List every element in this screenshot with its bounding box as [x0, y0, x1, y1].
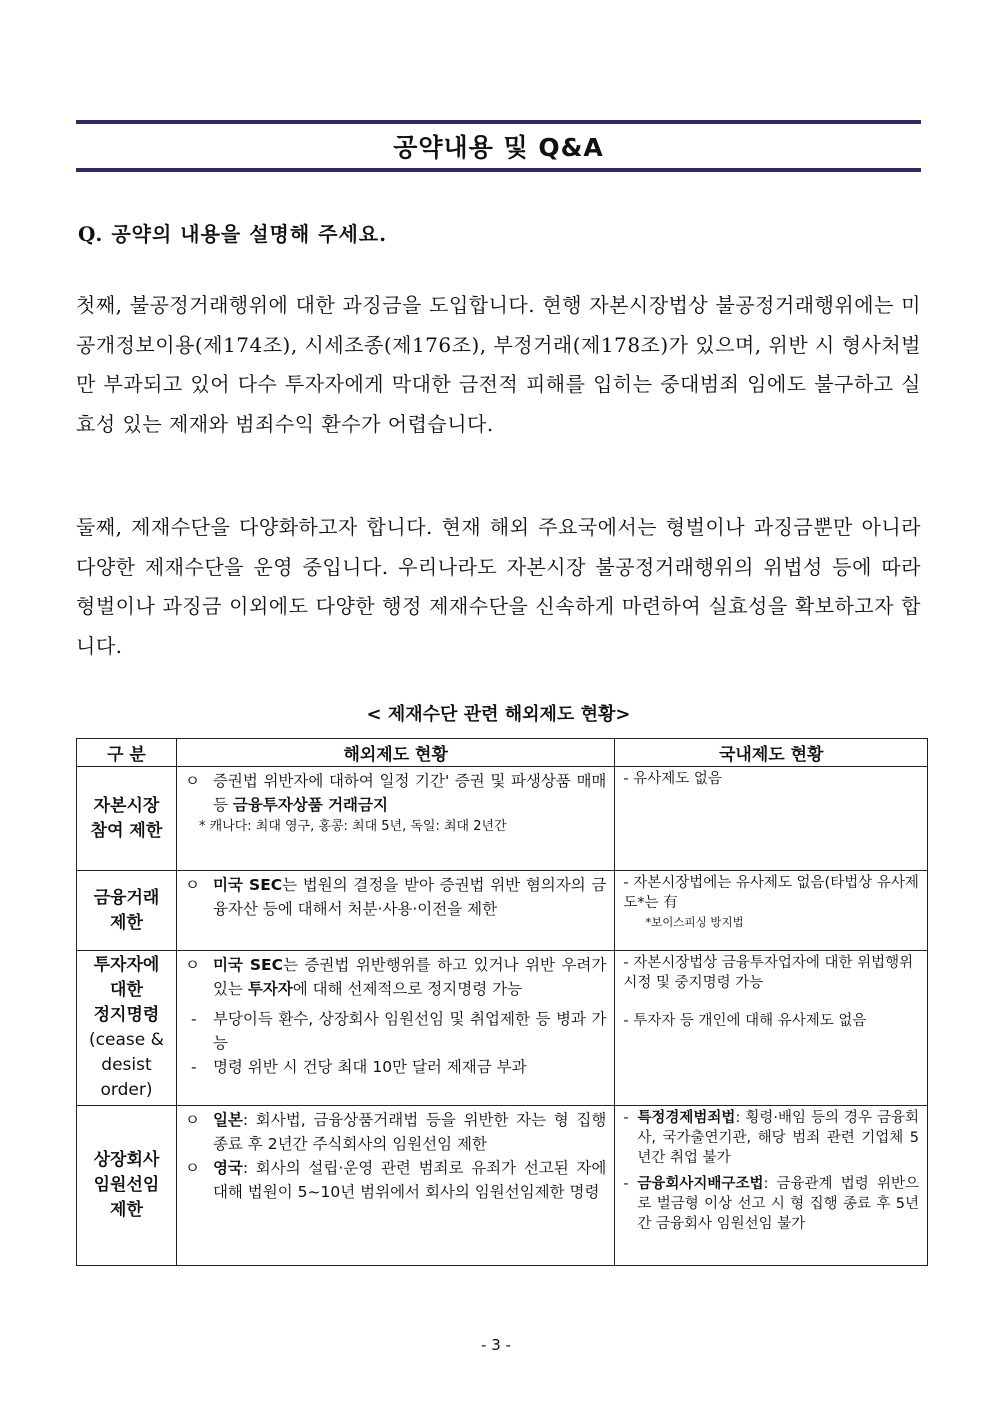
table-row: [77, 871, 928, 951]
header-category: 구 분: [77, 739, 177, 767]
foreign-cell: [176, 1106, 614, 1266]
foreign-note: * 캐나다: 최대 영구, 홍콩: 최대 5년, 독일: 최대 2년간: [198, 819, 507, 834]
circle-bullet: ㅇ: [184, 772, 200, 790]
foreign-subitem: - 부당이득 환수, 상장회사 임원선임 및 취업제한 등 병과 가능: [185, 1007, 606, 1055]
dash-bullet: -: [623, 1176, 629, 1192]
row-category: 금융거래 제한: [77, 871, 177, 951]
foreign-cell: [176, 871, 614, 951]
foreign-item: ㅇ 일본: 회사법, 금융상품거래법 등을 위반한 자는 형 집행 종료 후 2년간 주식회사의 임원선임 제한: [185, 1108, 606, 1156]
domestic-note: *보이스피싱 방지법: [645, 915, 744, 929]
foreign-item: ㅇ 미국 SEC는 법원의 결정을 받아 증권법 위반 혐의자의 금융자산 등에 대해서 처분·사용·이전을 제한: [185, 873, 606, 921]
domestic-item: - 금융회사지배구조법: 금융관계 법령 위반으로 벌금형 이상 선고 시 형 집행 종료 후 5년간 금융회사 임원선임 불가: [623, 1176, 919, 1232]
dash-bullet: -: [190, 1010, 197, 1028]
title-bottom-rule: [76, 168, 921, 172]
circle-bullet: ㅇ: [184, 1111, 200, 1129]
foreign-subitem: - 명령 위반 시 건당 최대 10만 달러 제재금 부과: [185, 1055, 606, 1079]
paragraph-second: 둘째, 제재수단을 다양화하고자 합니다. 현재 해외 주요국에서는 형벌이나 과징금뿐만 아니라 다양한 제재수단을 운영 중입니다. 우리나라도 자본시장 불공정거래행위의 위법성 등에 따라 형벌이나 과징금 이외에도 다양한 행정 제재수단을 신속하게 마련하여 실효성을 확보하고자 합니다.: [76, 515, 921, 658]
circle-bullet: ㅇ: [184, 876, 200, 894]
circle-bullet: ㅇ: [184, 1159, 200, 1177]
title-band: [76, 120, 921, 172]
row-category: 자본시장 참여 제한: [77, 767, 177, 871]
foreign-item: ㅇ 영국: 회사의 설립·운영 관련 범죄로 유죄가 선고된 자에 대해 법원이 5~10년 범위에서 회사의 임원선임제한 명령: [185, 1156, 606, 1204]
header-foreign: 해외제도 현황: [176, 739, 614, 767]
title-top-rule: [76, 120, 921, 124]
dash-bullet: -: [190, 1058, 197, 1076]
table-header-row: [77, 739, 928, 767]
question-heading: Q. 공약의 내용을 설명해 주세요.: [78, 222, 388, 246]
foreign-cell: [176, 767, 614, 871]
comparison-table: [76, 738, 928, 1266]
page-title: 공약내용 및 Q&A: [393, 133, 604, 162]
header-domestic: 국내제도 현황: [615, 739, 928, 767]
domestic-item: - 특정경제범죄법: 횡령·배임 등의 경우 금융회사, 국가출연기관, 해당 범죄 관련 기업체 5년간 취업 불가: [623, 1110, 919, 1166]
domestic-cell: - 유사제도 없음: [615, 767, 928, 871]
page-number: - 3 -: [481, 1336, 511, 1354]
table-title: < 제재수단 관련 해외제도 현황>: [366, 704, 631, 725]
foreign-item: ㅇ 증권법 위반자에 대하여 일정 기간' 증권 및 파생상품 매매 등 금융투자상품 거래금지: [185, 769, 606, 817]
table-row: [77, 1106, 928, 1266]
row-category: 상장회사 임원선임 제한: [77, 1106, 177, 1266]
dash-bullet: -: [623, 1110, 629, 1126]
row-category: 투자자에 대한 정지명령 (cease & desist order): [77, 951, 177, 1106]
domestic-cell: - 자본시장법상 금융투자업자에 대한 위법행위 시정 및 중지명령 가능 - 투자자 등 개인에 대해 유사제도 없음: [615, 951, 928, 1106]
circle-bullet: ㅇ: [184, 956, 200, 974]
foreign-item: ㅇ 미국 SEC는 증권법 위반행위를 하고 있거나 위반 우려가 있는 투자자에 대해 선제적으로 정지명령 가능: [185, 953, 606, 1001]
foreign-cell: [176, 951, 614, 1106]
domestic-cell: [615, 1106, 928, 1266]
domestic-cell: - 자본시장법에는 유사제도 없음(타법상 유사제도*는 有 *보이스피싱 방지법: [615, 871, 928, 951]
table-row: [77, 767, 928, 871]
table-row: [77, 951, 928, 1106]
paragraph-first: 첫째, 불공정거래행위에 대한 과징금을 도입합니다. 현행 자본시장법상 불공정거래행위에는 미공개정보이용(제174조), 시세조종(제176조), 부정거래(제178조)가 있으며, 위반 시 형사처벌만 부과되고 있어 다수 투자자에게 막대한 금전적 피해를 입히는 중대범죄 임에도 불구하고 실효성 있는 제재와 범죄수익 환수가 어렵습니다.: [76, 293, 921, 436]
